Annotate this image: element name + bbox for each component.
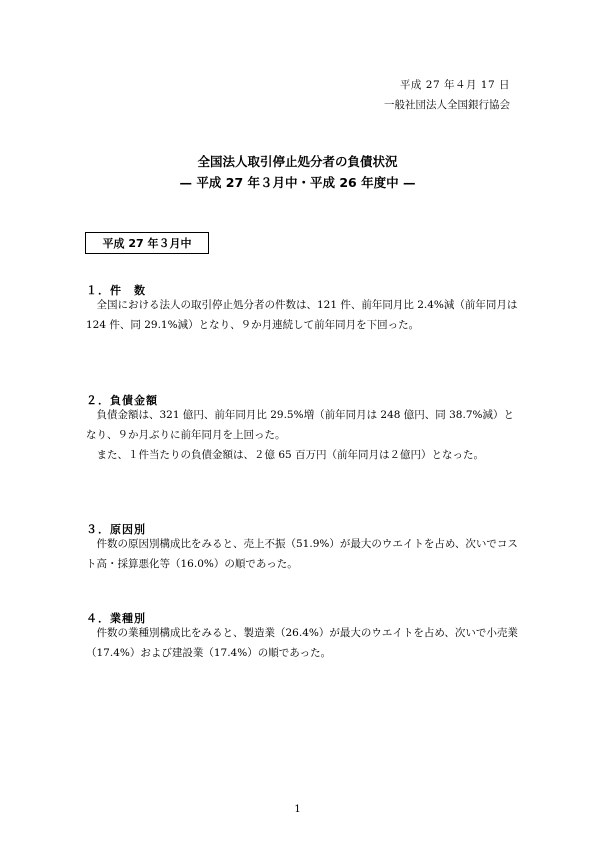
paragraph: 件数の業種別構成比をみると、製造業（26.4%）が最大のウエイトを占め、次いで小売業（17.4%）および建設業（17.4%）の順であった。 [86,627,518,659]
section-body-industry [86,623,522,663]
paragraph: また、１件当たりの負債金額は、２億 65 百万円（前年同月は２億円）となった。 [96,449,485,461]
section-heading-liabilities: ２．負債金額 [86,394,158,407]
page-number: 1 [294,804,301,815]
section-body-count [86,295,522,335]
document-title: 全国法人取引停止処分者の負債状況 [197,154,398,169]
period-box-label: 平成 27 年３月中 [85,232,209,254]
paragraph: 全国における法人の取引停止処分者の件数は、121 件、前年同月比 2.4%減（前年同月は 124 件、同 29.1%減）となり、９か月連続して前年同月を下回った。 [86,299,518,331]
section-heading-cause: ３．原因別 [86,523,146,536]
document-subtitle: — 平成 27 年３月中・平成 26 年度中 — [179,175,416,190]
paragraph: 負債金額は、321 億円、前年同月比 29.5%増（前年同月は 248 億円、同 38.7%減）となり、９か月ぶりに前年同月を上回った。 [86,409,514,441]
section-body-cause [86,534,522,574]
issuing-organization: 一般社団法人全国銀行協会 [384,99,510,111]
section-heading-industry: ４．業種別 [86,612,146,625]
issue-date: 平成 27 年４月 17 日 [399,79,510,91]
paragraph: 件数の原因別構成比をみると、売上不振（51.9%）が最大のウエイトを占め、次いでコスト高・採算悪化等（16.0%）の順であった。 [86,538,518,570]
section-heading-count: １．件 数 [86,284,146,297]
section-body-liabilities [86,405,522,465]
